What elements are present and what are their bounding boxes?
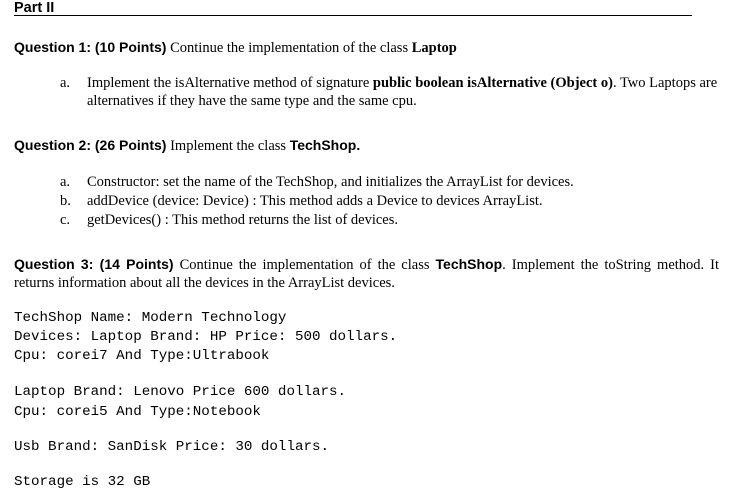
question-1-text: Continue the implementation of the class: [170, 40, 409, 56]
question-1-heading: [14, 38, 457, 57]
question-1-class: Laptop: [411, 40, 457, 56]
question-1-item-a: [60, 74, 720, 110]
question-1-label: Question 1: (10 Points): [14, 39, 167, 55]
question-3-body: Question 3: (14 Points) Continue the implementation of the class TechShop. Implement the toString method. It returns information about all the devices in the ArrayList devices.: [14, 256, 720, 291]
part-title: Part II: [14, 0, 55, 16]
output-line: TechShop Name: Modern Technology: [14, 310, 287, 326]
part-divider: [14, 15, 692, 16]
output-line: Usb Brand: SanDisk Price: 30 dollars.: [14, 439, 330, 455]
question-2-item-c: [60, 211, 720, 229]
question-2-heading: [14, 136, 360, 155]
output-line: Storage is 32 GB: [14, 474, 151, 490]
question-2-label: Question 2: (26 Points): [14, 137, 167, 153]
question-3-class: TechShop: [435, 256, 503, 272]
item-label: b.: [60, 193, 71, 209]
item-text: addDevice (device: Device) : This method adds a Device to devices ArrayList.: [87, 193, 543, 209]
question-2-item-a: [60, 173, 720, 191]
output-line: Devices: Laptop Brand: HP Price: 500 dollars.: [14, 329, 398, 345]
item-text: Constructor: set the name of the TechShop, and initializes the ArrayList for devices.: [87, 174, 574, 190]
output-line: Cpu: corei5 And Type:Notebook: [14, 404, 261, 420]
question-2-class: TechShop.: [289, 137, 361, 153]
method-signature: public boolean isAlternative (Object o): [372, 75, 613, 91]
item-label: c.: [60, 212, 71, 228]
item-text: Implement the isAlternative method of signature public boolean isAlternative (Object o). Two Laptops are alternatives if they have the same type and the same cpu.: [87, 75, 718, 109]
question-3-label: Question 3: (14 Points): [14, 256, 174, 272]
question-2-text: Implement the class: [170, 138, 287, 154]
output-line: Cpu: corei7 And Type:Ultrabook: [14, 348, 270, 364]
item-text: getDevices() : This method returns the list of devices.: [87, 212, 398, 228]
question-2-item-b: [60, 192, 720, 210]
item-label: a.: [60, 75, 71, 91]
item-label: a.: [60, 174, 71, 190]
output-line: Laptop Brand: Lenovo Price 600 dollars.: [14, 384, 347, 400]
